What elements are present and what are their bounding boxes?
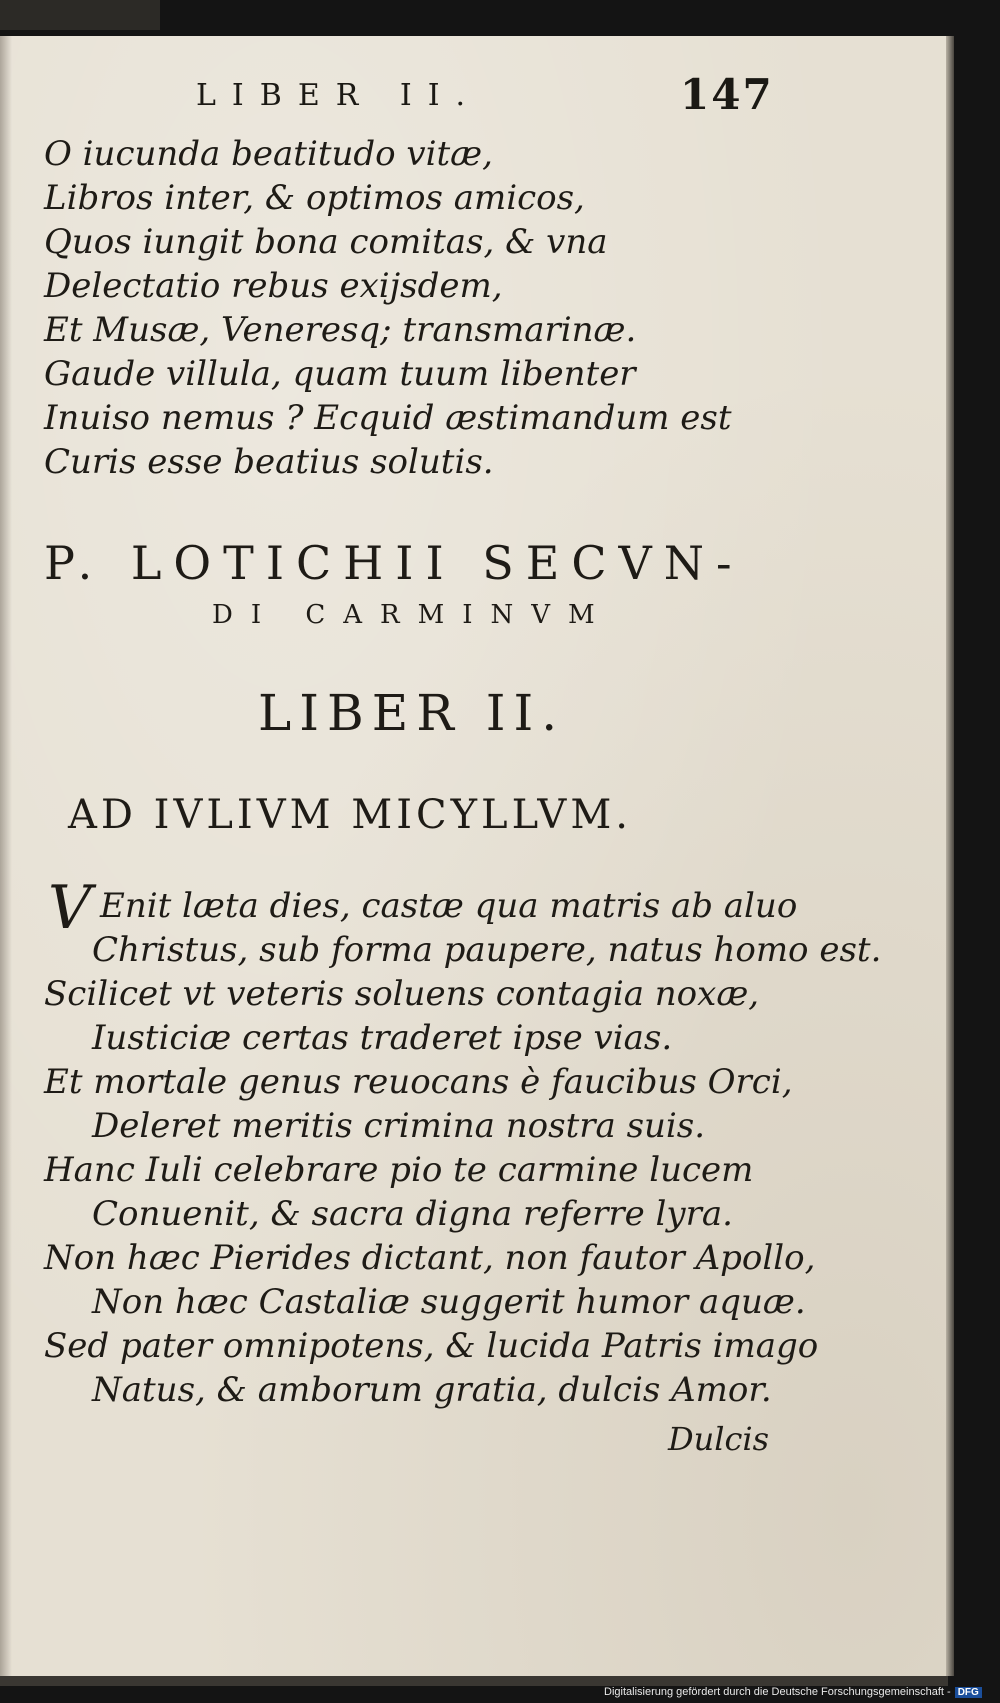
verse-line: Et Musæ, Veneresq; transmarinæ.: [44, 310, 637, 350]
verse-line: Conuenit, & sacra digna referre lyra.: [92, 1194, 733, 1234]
verse-line: Gaude villula, quam tuum libenter: [44, 354, 636, 394]
running-title: LIBER II.: [196, 78, 482, 113]
verse-line: Libros inter, & optimos amicos,: [44, 178, 585, 218]
book-heading: LIBER II.: [258, 684, 566, 742]
verse-line: Scilicet vt veteris soluens contagia noxæ,: [44, 974, 760, 1014]
page-edge: [946, 36, 954, 1676]
verse-line: Deleret meritis crimina nostra suis.: [92, 1106, 706, 1146]
verse-line: Enit læta dies, castæ qua matris ab aluo: [100, 886, 798, 926]
book-title-line2: DI CARMINVM: [212, 600, 613, 630]
binding-top-edge: [0, 0, 160, 30]
digitization-credit: [604, 1686, 982, 1698]
page-number: 147: [680, 70, 774, 119]
verse-line: Christus, sub forma paupere, natus homo est.: [92, 930, 882, 970]
verse-line: Quos iungit bona comitas, & vna: [44, 222, 608, 262]
verse-line: Natus, & amborum gratia, dulcis Amor.: [92, 1370, 772, 1410]
verse-line: Sed pater omnipotens, & lucida Patris imago: [44, 1326, 819, 1366]
credit-text: Digitalisierung gefördert durch die Deutsche Forschungsgemeinschaft -: [604, 1686, 951, 1698]
book-title-line1: P. LOTICHII SECVN-: [44, 536, 744, 590]
page-gutter-shadow: [0, 36, 12, 1676]
verse-line: Non hæc Castaliæ suggerit humor aquæ.: [92, 1282, 806, 1322]
verse-line: O iucunda beatitudo vitæ,: [44, 134, 493, 174]
verse-line: Et mortale genus reuocans è faucibus Orci,: [44, 1062, 793, 1102]
dfg-logo: DFG: [955, 1687, 982, 1698]
initial-letter: V: [48, 873, 92, 943]
catchword: Dulcis: [668, 1420, 770, 1458]
verse-line: Curis esse beatius solutis.: [44, 442, 494, 482]
verse-line: Non hæc Pierides dictant, non fautor Apollo,: [44, 1238, 816, 1278]
binding-bottom-edge: [0, 1676, 948, 1686]
verse-line: Inuiso nemus ? Ecquid æstimandum est: [44, 398, 732, 438]
verse-line: Iusticiæ certas traderet ipse vias.: [92, 1018, 673, 1058]
verse-line: Hanc Iuli celebrare pio te carmine lucem: [44, 1150, 754, 1190]
poem-title: AD IVLIVM MICYLLVM.: [68, 792, 632, 838]
verse-line: Delectatio rebus exijsdem,: [44, 266, 503, 306]
